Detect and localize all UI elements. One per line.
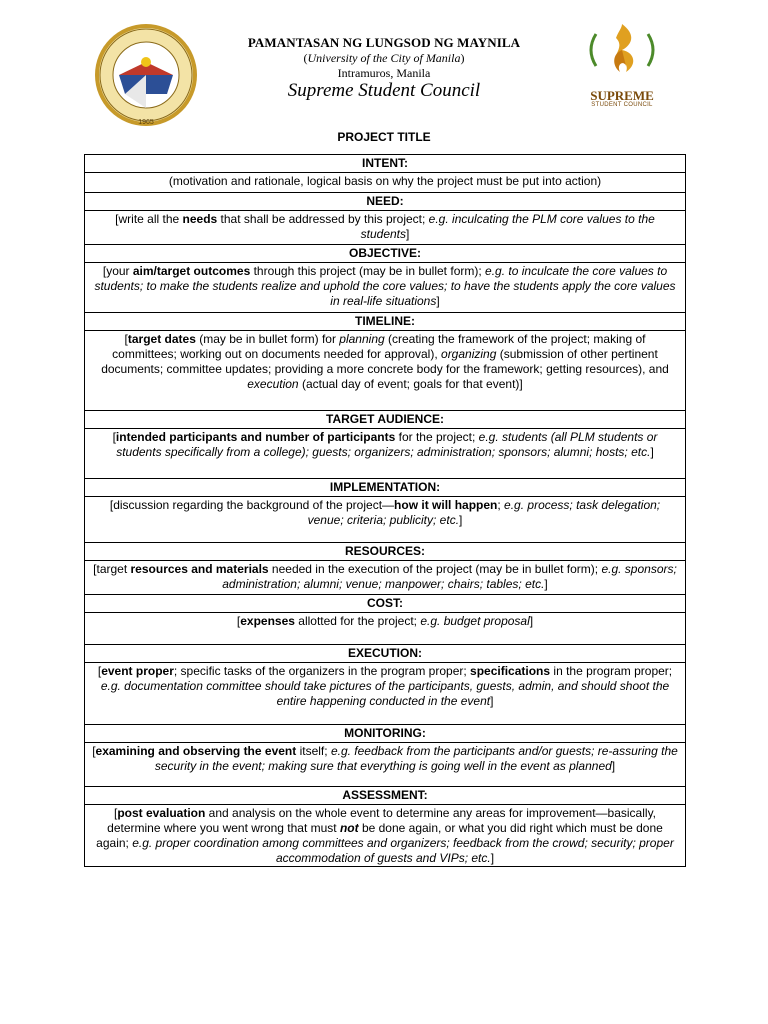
section-content: [post evaluation and analysis on the whole event to determine any areas for improvement—basically, determine where you went wrong that must not be done again, or what you did right which must be done again; e.g. proper coordination among committees and organizers; feedback from the crowd; security; proper accommodation of guests and VIPs; etc.] xyxy=(85,805,686,867)
section-label: OBJECTIVE: xyxy=(85,245,686,263)
section-label: RESOURCES: xyxy=(85,543,686,561)
page-header xyxy=(0,0,768,125)
section-label: INTENT: xyxy=(85,155,686,173)
section-content: [discussion regarding the background of the project—how it will happen; e.g. process; task delegation; venue; criteria; publicity; etc.] xyxy=(85,497,686,543)
section-content: [expenses allotted for the project; e.g. budget proposal] xyxy=(85,613,686,645)
university-location: Intramuros, Manila xyxy=(337,66,431,80)
section-content: [intended participants and number of participants for the project; e.g. students (all PLM students or students specifically from a college); guests; organizers; administration; sponsors; alumni; hosts; etc.] xyxy=(85,429,686,479)
section-content: [examining and observing the event itself; e.g. feedback from the participants and/or guests; re-assuring the security in the event; making sure that everything is going well in the event as planned] xyxy=(85,743,686,787)
section-label: TARGET AUDIENCE: xyxy=(85,411,686,429)
plm-seal-icon xyxy=(93,22,199,128)
section-content: [target dates (may be in bullet form) for planning (creating the framework of the project; making of committees; working out on documents needed for approval), organizing (submission of other pertinent documents; committee updates; providing a more concrete body for the framework; getting resources), and execution (actual day of event; goals for that event)] xyxy=(85,331,686,411)
section-content: (motivation and rationale, logical basis on why the project must be put into action) xyxy=(85,173,686,193)
section-label: ASSESSMENT: xyxy=(85,787,686,805)
section-content: [event proper; specific tasks of the organizers in the program proper; specifications in the program proper; e.g. documentation committee should take pictures of the participants, guests, admin, and should shoot the entire happening conducted in the event] xyxy=(85,663,686,725)
seal-year: 1965 xyxy=(138,119,154,126)
project-proposal-table xyxy=(84,154,686,867)
section-label: COST: xyxy=(85,595,686,613)
university-name: PAMANTASAN NG LUNGSOD NG MAYNILA xyxy=(247,35,521,50)
section-label: MONITORING: xyxy=(85,725,686,743)
section-content: [target resources and materials needed in the execution of the project (may be in bullet form); e.g. sponsors; administration; alumni; venue; manpower; chairs; tables; etc.] xyxy=(85,561,686,595)
ssc-logo-subtext: STUDENT COUNCIL xyxy=(591,102,653,108)
section-label: TIMELINE: xyxy=(85,313,686,331)
ssc-logo-word: SUPREME xyxy=(590,88,654,103)
project-title: PROJECT TITLE xyxy=(337,130,431,144)
university-subtitle: (University of the City of Manila) xyxy=(303,51,465,65)
section-label: IMPLEMENTATION: xyxy=(85,479,686,497)
section-content: [write all the needs that shall be addressed by this project; e.g. inculcating the PLM core values to the students] xyxy=(85,211,686,245)
council-name: Supreme Student Council xyxy=(287,80,481,101)
section-label: EXECUTION: xyxy=(85,645,686,663)
section-label: NEED: xyxy=(85,193,686,211)
section-content: [your aim/target outcomes through this project (may be in bullet form); e.g. to inculcate the core values to students; to make the students realize and uphold the core values; to have the students apply the core values in real-life situations] xyxy=(85,263,686,313)
